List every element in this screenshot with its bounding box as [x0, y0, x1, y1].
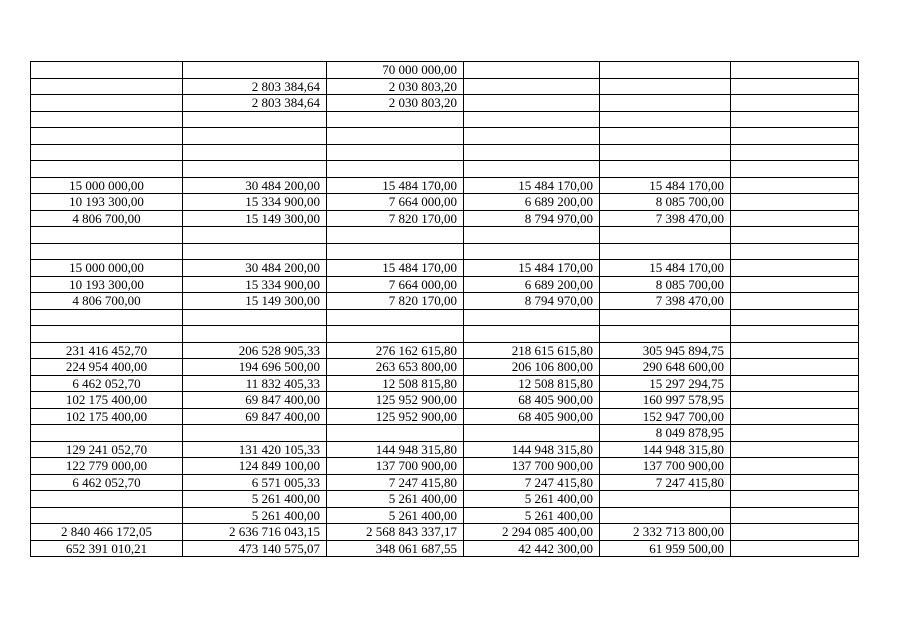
table-cell [731, 408, 859, 425]
table-row [31, 491, 859, 508]
table-cell: 10 193 300,00 [31, 276, 183, 293]
table-cell [31, 425, 183, 442]
table-row [31, 507, 859, 524]
table-cell: 218 615 615,80 [464, 342, 600, 359]
table-cell: 5 261 400,00 [464, 507, 600, 524]
table-cell: 125 952 900,00 [327, 392, 464, 409]
table-cell [731, 210, 859, 227]
table-row [31, 458, 859, 475]
table-cell: 2 803 384,64 [183, 95, 327, 112]
table-cell: 12 508 815,80 [327, 375, 464, 392]
table-cell [327, 425, 464, 442]
table-row [31, 342, 859, 359]
table-cell [731, 293, 859, 310]
table-cell [327, 161, 464, 178]
table-cell [183, 425, 327, 442]
table-row [31, 359, 859, 376]
table-cell [731, 78, 859, 95]
table-cell [600, 326, 731, 343]
table-cell [731, 177, 859, 194]
table-cell: 102 175 400,00 [31, 408, 183, 425]
table-cell [731, 309, 859, 326]
table-cell: 15 000 000,00 [31, 260, 183, 277]
table-cell: 305 945 894,75 [600, 342, 731, 359]
table-cell: 124 849 100,00 [183, 458, 327, 475]
table-cell [731, 194, 859, 211]
table-cell: 144 948 315,80 [327, 441, 464, 458]
table-cell [731, 524, 859, 541]
table-cell [31, 227, 183, 244]
table-cell [464, 243, 600, 260]
table-cell [600, 227, 731, 244]
table-cell: 11 832 405,33 [183, 375, 327, 392]
table-cell: 7 820 170,00 [327, 210, 464, 227]
table-cell: 5 261 400,00 [183, 491, 327, 508]
table-cell [183, 161, 327, 178]
table-cell: 8 794 970,00 [464, 293, 600, 310]
table-cell: 7 820 170,00 [327, 293, 464, 310]
table-cell: 69 847 400,00 [183, 408, 327, 425]
table-cell [731, 144, 859, 161]
table-cell: 68 405 900,00 [464, 408, 600, 425]
table-cell [183, 227, 327, 244]
table-row [31, 111, 859, 128]
table-cell [31, 309, 183, 326]
table-cell: 144 948 315,80 [600, 441, 731, 458]
table-cell: 7 247 415,80 [600, 474, 731, 491]
table-cell: 263 653 800,00 [327, 359, 464, 376]
table-row [31, 326, 859, 343]
table-cell: 2 568 843 337,17 [327, 524, 464, 541]
table-cell: 7 398 470,00 [600, 293, 731, 310]
table-row [31, 276, 859, 293]
table-cell: 206 528 905,33 [183, 342, 327, 359]
table-cell: 122 779 000,00 [31, 458, 183, 475]
table-cell: 15 484 170,00 [464, 177, 600, 194]
table-row [31, 62, 859, 79]
table-cell: 61 959 500,00 [600, 540, 731, 557]
table-cell [464, 309, 600, 326]
table-cell [327, 144, 464, 161]
table-cell [31, 507, 183, 524]
table-cell [731, 227, 859, 244]
table-cell [731, 260, 859, 277]
table-cell [31, 128, 183, 145]
table-row [31, 177, 859, 194]
table-cell: 131 420 105,33 [183, 441, 327, 458]
table-cell: 5 261 400,00 [327, 507, 464, 524]
table-cell [183, 144, 327, 161]
table-cell: 6 689 200,00 [464, 194, 600, 211]
table-cell [327, 326, 464, 343]
table-cell: 6 571 005,33 [183, 474, 327, 491]
table-cell [464, 326, 600, 343]
table-cell [600, 62, 731, 79]
table-cell: 68 405 900,00 [464, 392, 600, 409]
table-cell [731, 342, 859, 359]
table-cell [183, 62, 327, 79]
table-cell [464, 161, 600, 178]
table-cell: 15 334 900,00 [183, 276, 327, 293]
table-cell: 8 049 878,95 [600, 425, 731, 442]
table-row [31, 441, 859, 458]
table-cell: 125 952 900,00 [327, 408, 464, 425]
table-cell: 160 997 578,95 [600, 392, 731, 409]
table-cell [327, 128, 464, 145]
table-cell [731, 540, 859, 557]
table-row [31, 243, 859, 260]
table-cell [327, 309, 464, 326]
table-cell: 652 391 010,21 [31, 540, 183, 557]
table-row [31, 293, 859, 310]
table-cell [31, 326, 183, 343]
table-row [31, 210, 859, 227]
table-row [31, 194, 859, 211]
table-cell [464, 144, 600, 161]
table-cell [183, 111, 327, 128]
table-cell [600, 243, 731, 260]
table-cell: 8 085 700,00 [600, 194, 731, 211]
table-cell [731, 161, 859, 178]
table-cell [731, 458, 859, 475]
table-cell [464, 425, 600, 442]
table-cell [600, 78, 731, 95]
table-cell: 2 030 803,20 [327, 78, 464, 95]
table-cell: 7 664 000,00 [327, 276, 464, 293]
table-cell [31, 144, 183, 161]
table-cell: 2 294 085 400,00 [464, 524, 600, 541]
table-cell [31, 78, 183, 95]
table-row [31, 78, 859, 95]
table-cell [183, 128, 327, 145]
table-cell: 15 334 900,00 [183, 194, 327, 211]
table-cell [731, 359, 859, 376]
table-cell: 15 484 170,00 [327, 177, 464, 194]
table-cell: 15 000 000,00 [31, 177, 183, 194]
table-cell [731, 111, 859, 128]
table-row [31, 161, 859, 178]
table-cell [31, 62, 183, 79]
table-cell: 69 847 400,00 [183, 392, 327, 409]
table-cell: 473 140 575,07 [183, 540, 327, 557]
table-cell [464, 128, 600, 145]
table-cell [731, 326, 859, 343]
table-cell [183, 309, 327, 326]
table-cell: 137 700 900,00 [464, 458, 600, 475]
table-cell: 10 193 300,00 [31, 194, 183, 211]
table-cell: 137 700 900,00 [327, 458, 464, 475]
table-cell: 290 648 600,00 [600, 359, 731, 376]
table-cell: 7 247 415,80 [327, 474, 464, 491]
table-cell [327, 111, 464, 128]
table-row [31, 95, 859, 112]
table-cell [731, 95, 859, 112]
table-cell: 30 484 200,00 [183, 177, 327, 194]
table-cell: 2 803 384,64 [183, 78, 327, 95]
table-cell: 15 149 300,00 [183, 293, 327, 310]
table-cell: 8 085 700,00 [600, 276, 731, 293]
table-row [31, 408, 859, 425]
table-cell [731, 425, 859, 442]
table-cell: 194 696 500,00 [183, 359, 327, 376]
table-cell [731, 276, 859, 293]
table-cell: 70 000 000,00 [327, 62, 464, 79]
table-cell: 231 416 452,70 [31, 342, 183, 359]
table-cell [464, 111, 600, 128]
table-cell [31, 111, 183, 128]
table-cell: 15 484 170,00 [464, 260, 600, 277]
table-body [31, 62, 859, 557]
table-cell: 276 162 615,80 [327, 342, 464, 359]
table-cell: 15 484 170,00 [600, 260, 731, 277]
table-row [31, 540, 859, 557]
table-row [31, 474, 859, 491]
table-cell: 137 700 900,00 [600, 458, 731, 475]
table-row [31, 260, 859, 277]
table-cell: 129 241 052,70 [31, 441, 183, 458]
table-row [31, 144, 859, 161]
table-cell [731, 507, 859, 524]
table-row [31, 392, 859, 409]
table-cell [464, 62, 600, 79]
table-cell [327, 227, 464, 244]
table-cell [600, 309, 731, 326]
table-cell [183, 243, 327, 260]
table-cell [600, 491, 731, 508]
table-cell: 6 689 200,00 [464, 276, 600, 293]
table-cell [600, 95, 731, 112]
financial-table [30, 61, 859, 557]
table-cell: 2 840 466 172,05 [31, 524, 183, 541]
table-cell [31, 243, 183, 260]
table-row [31, 375, 859, 392]
table-cell [31, 491, 183, 508]
table-cell [600, 128, 731, 145]
table-cell [731, 375, 859, 392]
table-row [31, 425, 859, 442]
table-cell [600, 161, 731, 178]
table-cell [183, 326, 327, 343]
table-row [31, 227, 859, 244]
table-cell: 144 948 315,80 [464, 441, 600, 458]
table-cell: 12 508 815,80 [464, 375, 600, 392]
table-cell: 6 462 052,70 [31, 474, 183, 491]
table-cell [600, 507, 731, 524]
table-cell: 30 484 200,00 [183, 260, 327, 277]
table-cell [731, 128, 859, 145]
table-cell: 152 947 700,00 [600, 408, 731, 425]
table-cell [31, 95, 183, 112]
table-cell [600, 111, 731, 128]
table-cell: 5 261 400,00 [183, 507, 327, 524]
table-cell [731, 392, 859, 409]
table-cell: 206 106 800,00 [464, 359, 600, 376]
table-cell: 2 636 716 043,15 [183, 524, 327, 541]
table-cell: 7 247 415,80 [464, 474, 600, 491]
table-cell: 15 149 300,00 [183, 210, 327, 227]
table-cell [464, 227, 600, 244]
table-cell: 7 398 470,00 [600, 210, 731, 227]
table-cell [731, 491, 859, 508]
table-cell: 15 484 170,00 [600, 177, 731, 194]
table-cell: 224 954 400,00 [31, 359, 183, 376]
table-cell: 6 462 052,70 [31, 375, 183, 392]
table-cell: 348 061 687,55 [327, 540, 464, 557]
table-cell: 2 332 713 800,00 [600, 524, 731, 541]
table-cell: 15 484 170,00 [327, 260, 464, 277]
table-cell: 5 261 400,00 [464, 491, 600, 508]
table-cell: 7 664 000,00 [327, 194, 464, 211]
table-row [31, 128, 859, 145]
table-cell [31, 161, 183, 178]
table-cell: 2 030 803,20 [327, 95, 464, 112]
table-cell: 15 297 294,75 [600, 375, 731, 392]
table-cell [731, 62, 859, 79]
table-cell: 42 442 300,00 [464, 540, 600, 557]
table-cell [731, 243, 859, 260]
table-cell [464, 78, 600, 95]
table-cell [464, 95, 600, 112]
table-row [31, 309, 859, 326]
table-cell [731, 441, 859, 458]
table-cell: 4 806 700,00 [31, 293, 183, 310]
table-cell: 5 261 400,00 [327, 491, 464, 508]
table-row [31, 524, 859, 541]
table-cell [731, 474, 859, 491]
table-cell [600, 144, 731, 161]
table-cell [327, 243, 464, 260]
table-cell: 102 175 400,00 [31, 392, 183, 409]
table-cell: 4 806 700,00 [31, 210, 183, 227]
table-cell: 8 794 970,00 [464, 210, 600, 227]
